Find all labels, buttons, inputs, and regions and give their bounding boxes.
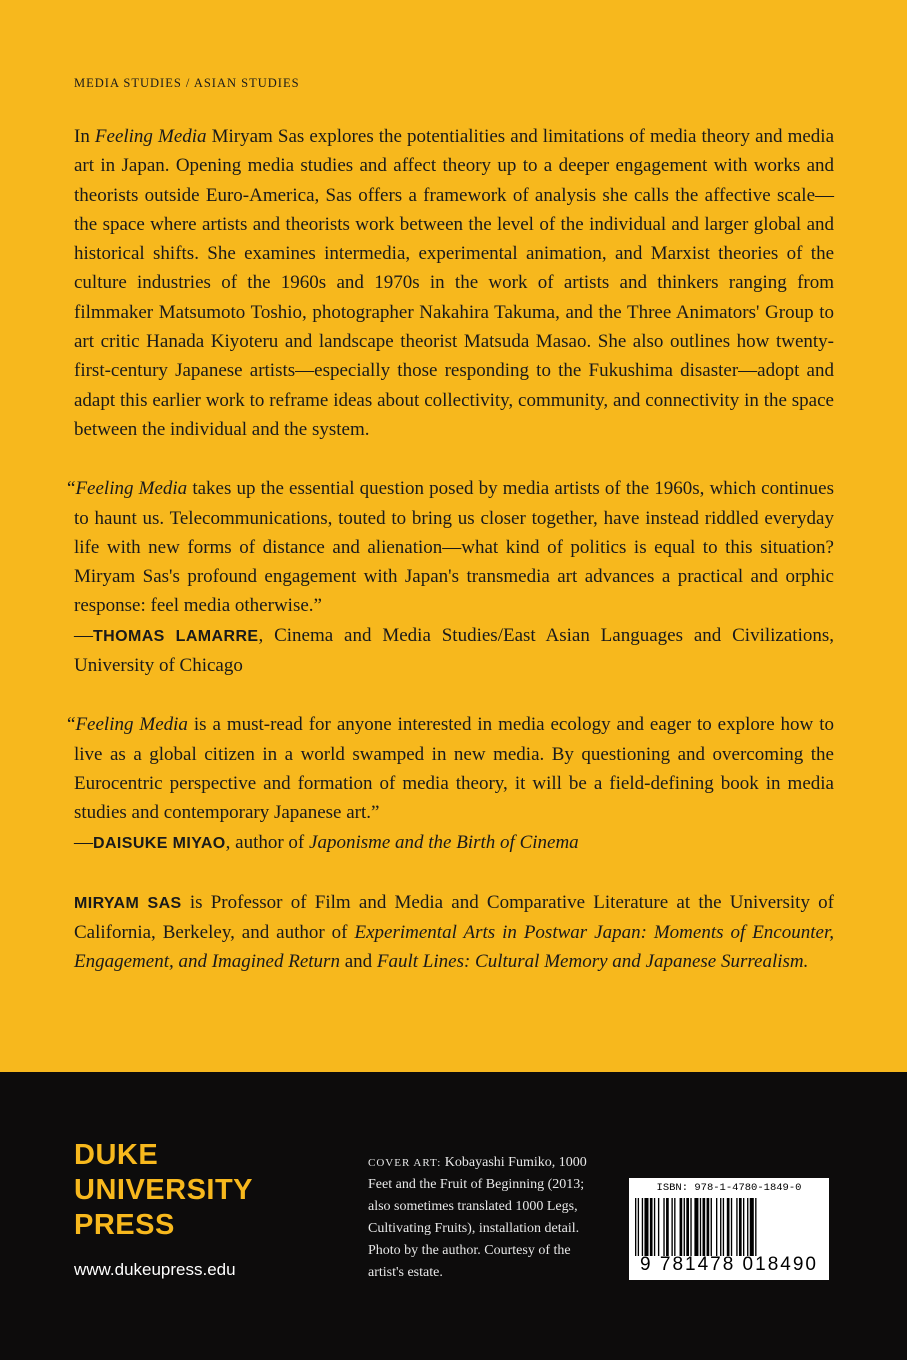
barcode-bar: [663, 1198, 664, 1256]
barcode-bar: [750, 1198, 754, 1256]
barcode-bar: [642, 1198, 643, 1256]
publisher-url[interactable]: www.dukeupress.edu: [74, 1260, 236, 1279]
quote-title: Feeling Media: [75, 714, 188, 736]
barcode-bar: [674, 1198, 675, 1256]
barcode-bar: [755, 1198, 756, 1256]
cover-art-credit: [368, 1152, 608, 1284]
ean-number: 9 781478 018490: [640, 1254, 818, 1275]
barcode-bars: [635, 1198, 823, 1256]
attribution-affiliation: , Cinema and Media Studies/East Asian Languages and Civilizations, University of Chicago: [74, 624, 834, 677]
barcode-bar: [707, 1198, 710, 1256]
attribution-dash: —: [74, 624, 93, 646]
barcode-bar: [694, 1198, 698, 1256]
barcode-bar: [690, 1198, 691, 1256]
category-label: MEDIA STUDIES / ASIAN STUDIES: [74, 76, 300, 90]
bio-text-2: and: [339, 951, 377, 973]
attribution-dash: —: [74, 831, 93, 853]
barcode-bar: [684, 1198, 685, 1256]
isbn-label: ISBN: 978-1-4780-1849-0: [656, 1182, 802, 1194]
attribution-name: THOMAS LAMARRE: [93, 627, 259, 645]
author-name: MIRYAM SAS: [74, 894, 182, 912]
barcode-bar: [720, 1198, 721, 1256]
barcode-bar: [743, 1198, 744, 1256]
barcode-bar: [727, 1198, 730, 1256]
quote-title: Feeling Media: [75, 478, 188, 500]
barcode-bar: [739, 1198, 742, 1256]
cover-text: [67, 122, 834, 977]
endorsement-quote: [67, 710, 834, 857]
cover-art-label: COVER ART:: [368, 1157, 442, 1169]
barcode-bar: [731, 1198, 732, 1256]
publisher-band: [0, 1072, 907, 1360]
blurb-intro: In: [74, 126, 95, 147]
barcode-bar: [650, 1198, 653, 1256]
barcode-bar: [635, 1198, 636, 1256]
publisher-line-3: PRESS: [74, 1209, 175, 1241]
publisher-line-2: UNIVERSITY: [74, 1174, 254, 1206]
barcode-bar: [686, 1198, 689, 1256]
endorsement-quote: [67, 474, 834, 680]
attribution-name: DAISUKE MIYAO: [93, 834, 226, 852]
author-bio: [74, 888, 834, 977]
barcode-bar: [716, 1198, 717, 1256]
book-description: [74, 122, 834, 444]
barcode-bar: [747, 1198, 748, 1256]
barcode-bar: [644, 1198, 648, 1256]
barcode-bar: [703, 1198, 706, 1256]
barcode: [629, 1178, 829, 1280]
bio-book-1: Experimental Arts in Postwar Japan: Moments of Encounter, Engagement, and Imagined Return: [74, 922, 834, 973]
quote-text: takes up the essential question posed by media artists of the 1960s, which continues to haunt us. Telecommunications, touted to bring us closer together, have instead riddled everyday life with new forms of distance and alienation—what kind of politics is equal to this situation? Miryam Sas's profound engagement with Japan's transmedia art advances a practical and orphic response: feel media otherwise.”: [74, 478, 834, 617]
barcode-bar: [658, 1198, 659, 1256]
blurb-body: Miryam Sas explores the potentialities and limitations of media theory and media art in Japan. Opening media studies and affect theory up to a deeper engagement with works and theorists outside Euro-America, Sas offers a framework of analysis she calls the affective scale—the space where artists and theorists work between the level of the individual and larger global and historical shifts. She examines intermedia, experimental animation, and Marxist theories of the culture industries of the 1960s and 1970s in the work of artists and thinkers ranging from filmmaker Matsumoto Toshio, photographer Nakahira Takuma, and the Three Animators' Group to art critic Hanada Kiyoteru and landscape theorist Matsuda Masao. She also outlines how twenty-first-century Japanese artists—especially those responding to the Fukushima disaster—adopt and adapt this earlier work to reframe ideas about collectivity, community, and connectivity in the space between the individual and the system.: [74, 126, 834, 440]
attribution-affiliation: , author of: [225, 831, 310, 853]
barcode-bar: [671, 1198, 672, 1256]
bio-text-1: is Professor of Film and Media and Comparative Literature at the University of California, Berkeley, and author of: [74, 891, 834, 944]
barcode-bar: [680, 1198, 683, 1256]
quote-open-mark: “: [67, 714, 76, 736]
bio-book-2: Fault Lines: Cultural Memory and Japanese Surrealism.: [376, 951, 809, 973]
quote-open-mark: “: [67, 478, 76, 500]
publisher-logo: [74, 1138, 253, 1243]
blurb-title: Feeling Media: [94, 126, 207, 147]
barcode-bar: [723, 1198, 724, 1256]
barcode-bar: [638, 1198, 639, 1256]
barcode-bar: [654, 1198, 655, 1256]
quote-text: is a must-read for anyone interested in media ecology and eager to explore how to live as a global citizen in a world swamped in new media. By questioning and overcoming the Eurocentric perspective and formation of media theory, it will be a field-defining book in media studies and contemporary Japanese art.”: [74, 714, 834, 824]
barcode-bar: [711, 1198, 712, 1256]
attribution-affiliation-italic: Japonisme and the Birth of Cinema: [309, 831, 579, 853]
publisher-line-1: DUKE: [74, 1139, 159, 1171]
barcode-bar: [736, 1198, 737, 1256]
barcode-bar: [666, 1198, 669, 1256]
barcode-bar: [700, 1198, 701, 1256]
cover-art-text: Kobayashi Fumiko, 1000 Feet and the Fruit of Beginning (2013; also sometimes translated 1000 Legs, Cultivating Fruits), installation detail. Photo by the author. Courtesy of the artist's estate.: [368, 1155, 587, 1280]
